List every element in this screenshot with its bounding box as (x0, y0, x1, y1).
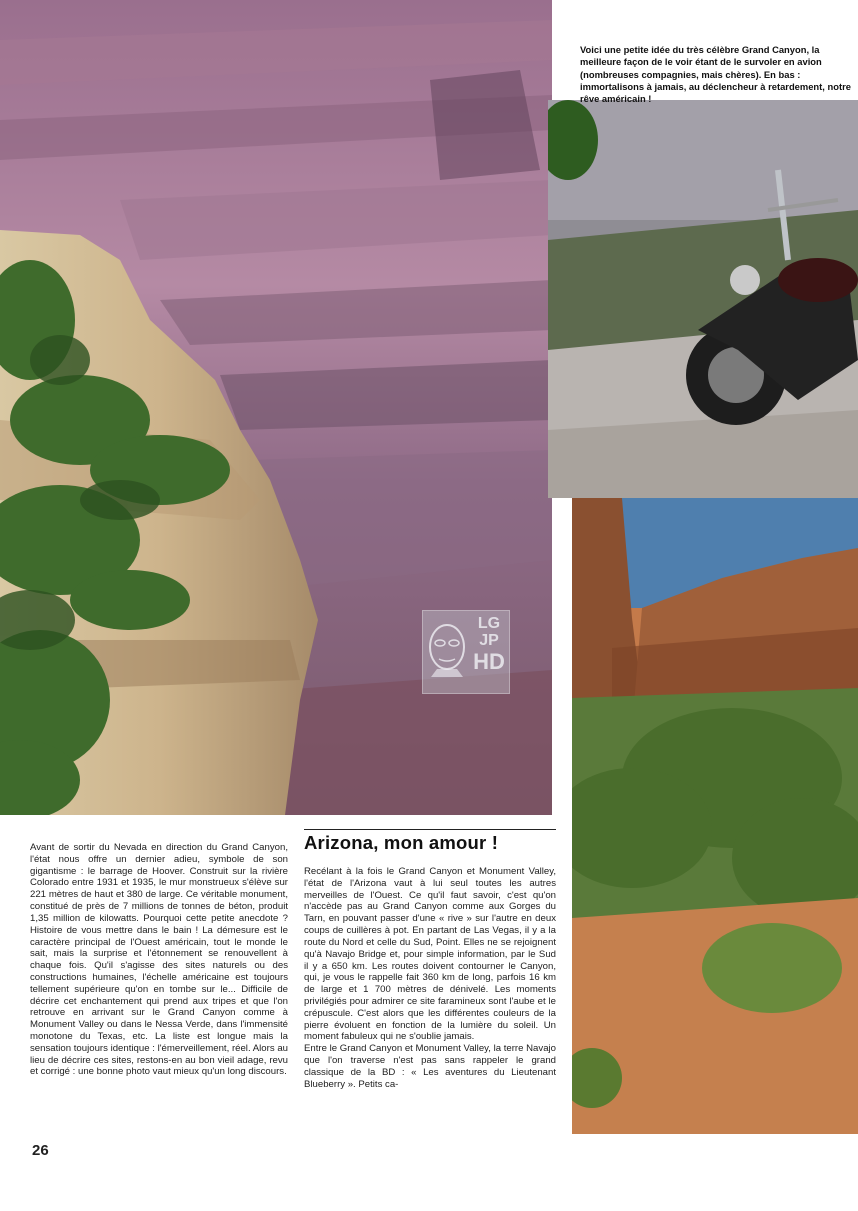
article-right-column (304, 866, 556, 1090)
article-paragraph: Recélant à la fois le Grand Canyon et Monument Valley, l'état de l'Arizona vaut à lui seul toutes les autres merveilles de l'Ouest. Ce qu'il faut savoir, c'est qu'on n'accède pas au Grand Canyon comme aux Gorges du Tarn, en pouvant passer d'une « rive » sur l'autre en deux coups de cuillères à pot. En partant de Las Vegas, il y a la route du Nord et celle du Sud, Point. Elles ne se rejoignent qu'à Navajo Bridge et, pour simple information, par le Sud il y a 650 km. Les routes doivent contourner le Canyon, qui, je vous le rappelle fait 360 km de long, parfois 16 km de large et 1 700 mètres de dénivelé. Les moments privilégiés pour admirer ce site faramineux sont l'aube et le crépuscule. C'est alors que les différentes couleurs de la pierre évoluent en fonction de la lumière du soleil. Un moment fabuleux qui ne s'oublie jamais. (304, 866, 556, 1043)
desert-valley-photo (572, 498, 858, 1134)
article-paragraph: Entre le Grand Canyon et Monument Valley, la terre Navajo que l'on traverse n'est pas sans rappeler le grand classique de la BD : « Les aventures du Lieutenant Blueberry ». Petits ca- (304, 1043, 556, 1090)
watermark-logo (422, 610, 510, 694)
watermark-line-1: LG (477, 615, 501, 632)
article-paragraph: Avant de sortir du Nevada en direction du Grand Canyon, l'état nous offre un dernier adieu, symbole de son gigantisme : le barrage de Hoover. Construit sur la rivière Colorado entre 1931 et 1935, le mur monstrueux s'élève sur 221 mètres de haut et 380 de large. Ce véritable monument, constitué de près de 7 millions de tonnes de béton, produit 1,35 million de kilowatts. Pourquoi cette petite anecdote ? Histoire de vous mettre dans le bain ! La démesure est le caractère principal de l'Ouest américain, tout le monde le sait, mais la surprise et l'étonnement se renouvellent à chaque fois. Qu'il s'agisse des sites naturels ou des constructions humaines, l'échelle américaine est toujours tellement supérieure qu'on en tombe sur le... Difficile de décrire cet enchantement qui prend aux tripes et que l'on retrouve en arrivant sur le Grand Canyon comme à Monument Valley ou dans le Nessa Verde, dans l'immensité monotone du Texas, etc. La liste est longue mais la sensation toujours identique : l'émerveillement, réel. Alors au lieu de décrire ces sites, restons-en au bon vieil adage, revu et corrigé : une bonne photo vaut mieux qu'un long discours. (30, 842, 288, 1078)
motorcycle-photo (548, 100, 858, 498)
heading-rule (304, 829, 556, 830)
face-icon (427, 617, 467, 687)
section-heading: Arizona, mon amour ! (304, 832, 499, 853)
photo-caption: Voici une petite idée du très célèbre Grand Canyon, la meilleure façon de le voir étant de le survoler en avion (nombreuses compagnies, mais chères). En bas : immortalisons à jamais, au déclencheur à retardement, notre rêve américain ! (580, 44, 851, 105)
watermark-line-3: HD (473, 649, 505, 674)
watermark-line-2: JP (479, 632, 499, 649)
page-number: 26 (32, 1142, 49, 1159)
article-left-column (30, 842, 288, 1078)
